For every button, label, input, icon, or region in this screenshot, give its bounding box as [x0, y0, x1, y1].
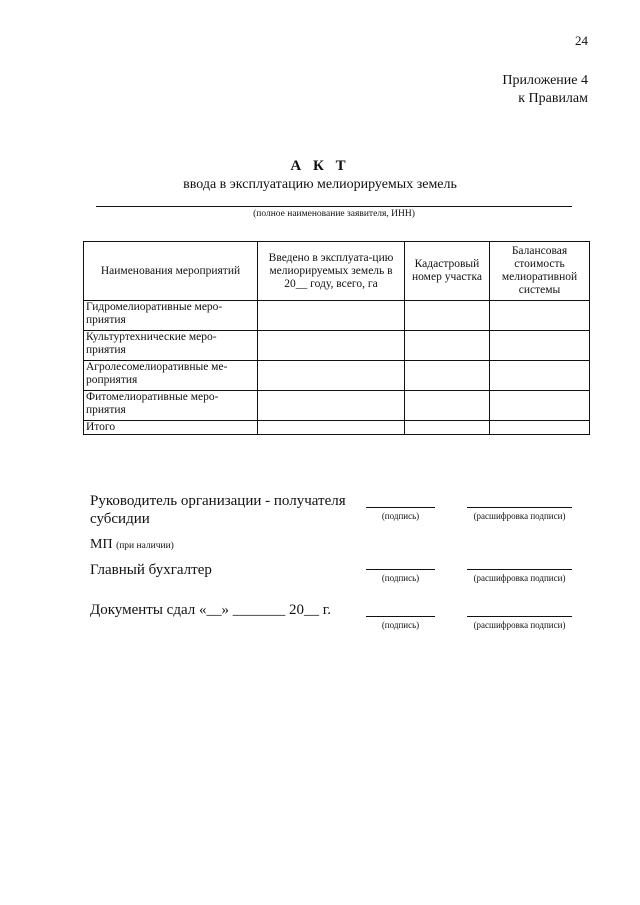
table-cell [258, 391, 405, 421]
table-cell [490, 421, 590, 435]
table-cell [258, 331, 405, 361]
stamp-note: (при наличии) [116, 541, 174, 551]
applicant-name-line [96, 206, 572, 207]
row-label: Агролесомелиоративные ме-роприятия [84, 361, 258, 391]
page-number: 24 [575, 33, 588, 48]
head-signature-caption: (подпись) [381, 511, 420, 521]
table-cell [405, 391, 490, 421]
documents-decode-caption: (расшифровка подписи) [473, 620, 566, 630]
documents-decode-line [467, 616, 572, 617]
appendix-line-2: к Правилам [518, 91, 588, 106]
row-label: Итого [84, 421, 258, 435]
head-decode-line [467, 507, 572, 508]
measures-table [83, 241, 590, 435]
header-area: Введено в эксплуата-цию мелиорируемых земель в 20__ году, всего, га [258, 242, 405, 301]
table-row-total [84, 421, 590, 435]
table-cell [405, 421, 490, 435]
head-decode-caption: (расшифровка подписи) [473, 511, 566, 521]
table-row [84, 361, 590, 391]
appendix-line-1: Приложение 4 [502, 73, 588, 88]
head-signatory-line-1: Руководитель организации - получателя [90, 493, 346, 509]
table-cell [490, 391, 590, 421]
table-cell [405, 361, 490, 391]
document-title: А К Т [290, 158, 350, 174]
accountant-signatory: Главный бухгалтер [90, 562, 212, 578]
accountant-decode-line [467, 569, 572, 570]
head-signature-line [366, 507, 435, 508]
header-measures: Наименования мероприятий [84, 242, 258, 301]
stamp-place [90, 537, 174, 553]
table-cell [490, 301, 590, 331]
table-row [84, 391, 590, 421]
header-balance: Балансовая стоимость мелиоративной системы [490, 242, 590, 301]
documents-signature-caption: (подпись) [381, 620, 420, 630]
table-cell [405, 301, 490, 331]
table-cell [258, 361, 405, 391]
head-signatory-line-2: субсидии [90, 511, 150, 527]
table-header-row [84, 242, 590, 301]
head-signatory [90, 492, 346, 528]
row-label: Фитомелиоративные меро-приятия [84, 391, 258, 421]
table-cell [405, 331, 490, 361]
table-cell [490, 331, 590, 361]
table-row [84, 301, 590, 331]
table-row [84, 331, 590, 361]
stamp-label: МП [90, 537, 113, 552]
documents-signature-line [366, 616, 435, 617]
row-label: Гидромелиоративные меро-приятия [84, 301, 258, 331]
row-label: Культуртехнические меро-приятия [84, 331, 258, 361]
documents-submitted: Документы сдал «__» _______ 20__ г. [90, 602, 331, 618]
header-cadastral: Кадастровый номер участка [405, 242, 490, 301]
applicant-caption: (полное наименование заявителя, ИНН) [253, 209, 415, 219]
accountant-signature-line [366, 569, 435, 570]
appendix-reference [502, 72, 588, 108]
accountant-decode-caption: (расшифровка подписи) [473, 573, 566, 583]
table-cell [258, 301, 405, 331]
table-cell [258, 421, 405, 435]
document-subtitle: ввода в эксплуатацию мелиорируемых земель [183, 177, 457, 192]
accountant-signature-caption: (подпись) [381, 573, 420, 583]
table-cell [490, 361, 590, 391]
